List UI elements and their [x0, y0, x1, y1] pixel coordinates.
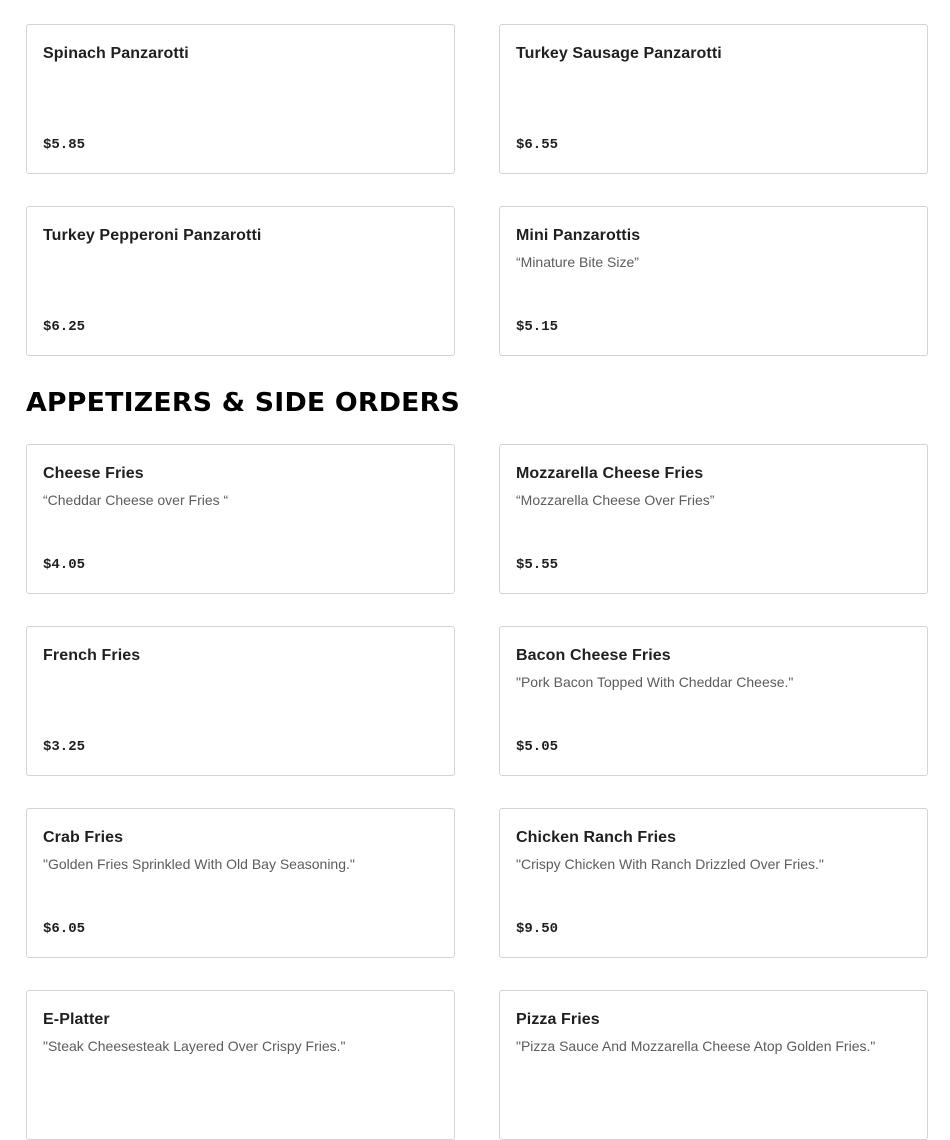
panzarotti-menu-grid: [26, 24, 928, 356]
menu-item-card[interactable]: [499, 990, 928, 1140]
menu-item-name: Cheese Fries: [43, 465, 144, 482]
menu-item-price: $5.55: [516, 557, 559, 573]
menu-item-price: $6.05: [43, 921, 86, 937]
menu-item-description: "Crispy Chicken With Ranch Drizzled Over Fries.": [516, 856, 824, 872]
menu-item-price: $6.25: [43, 319, 86, 335]
menu-item-card[interactable]: [26, 206, 455, 356]
menu-item-name: Mozzarella Cheese Fries: [516, 465, 704, 482]
menu-item-name: Crab Fries: [43, 829, 124, 846]
menu-item-name: Turkey Sausage Panzarotti: [516, 45, 722, 62]
appetizers-menu-grid: [26, 444, 928, 1140]
menu-item-price: $5.05: [516, 739, 559, 755]
menu-item-name: E-Platter: [43, 1011, 110, 1028]
menu-item-description: "Pork Bacon Topped With Cheddar Cheese.": [516, 674, 794, 690]
menu-item-card[interactable]: [26, 626, 455, 776]
menu-item-card[interactable]: [499, 626, 928, 776]
menu-item-description: "Steak Cheesesteak Layered Over Crispy Fries.": [43, 1038, 346, 1054]
menu-item-name: Turkey Pepperoni Panzarotti: [43, 227, 262, 244]
menu-item-price: $5.15: [516, 319, 559, 335]
menu-item-description: "Golden Fries Sprinkled With Old Bay Seasoning.": [43, 856, 355, 872]
section-heading-appetizers: APPETIZERS & SIDE ORDERS: [26, 388, 461, 418]
menu-item-card[interactable]: [26, 24, 455, 174]
menu-item-card[interactable]: [499, 24, 928, 174]
menu-item-name: Mini Panzarottis: [516, 227, 641, 244]
menu-item-card[interactable]: [499, 444, 928, 594]
menu-item-card[interactable]: [499, 206, 928, 356]
menu-item-name: Pizza Fries: [516, 1011, 600, 1028]
menu-item-description: “Minature Bite Size”: [516, 254, 639, 270]
menu-item-description: "Pizza Sauce And Mozzarella Cheese Atop Golden Fries.": [516, 1038, 876, 1054]
menu-item-price: $3.25: [43, 739, 86, 755]
menu-item-description: “Mozzarella Cheese Over Fries”: [516, 492, 715, 508]
menu-item-name: Bacon Cheese Fries: [516, 647, 671, 664]
menu-item-card[interactable]: [26, 444, 455, 594]
menu-item-name: Chicken Ranch Fries: [516, 829, 677, 846]
menu-item-card[interactable]: [26, 808, 455, 958]
menu-item-price: $4.05: [43, 557, 86, 573]
menu-item-card[interactable]: [499, 808, 928, 958]
menu-item-price: $5.85: [43, 137, 86, 153]
menu-item-card[interactable]: [26, 990, 455, 1140]
menu-item-price: $9.50: [516, 921, 559, 937]
menu-item-price: $6.55: [516, 137, 559, 153]
menu-item-name: Spinach Panzarotti: [43, 45, 189, 62]
menu-item-description: “Cheddar Cheese over Fries “: [43, 492, 229, 508]
menu-item-name: French Fries: [43, 647, 141, 664]
